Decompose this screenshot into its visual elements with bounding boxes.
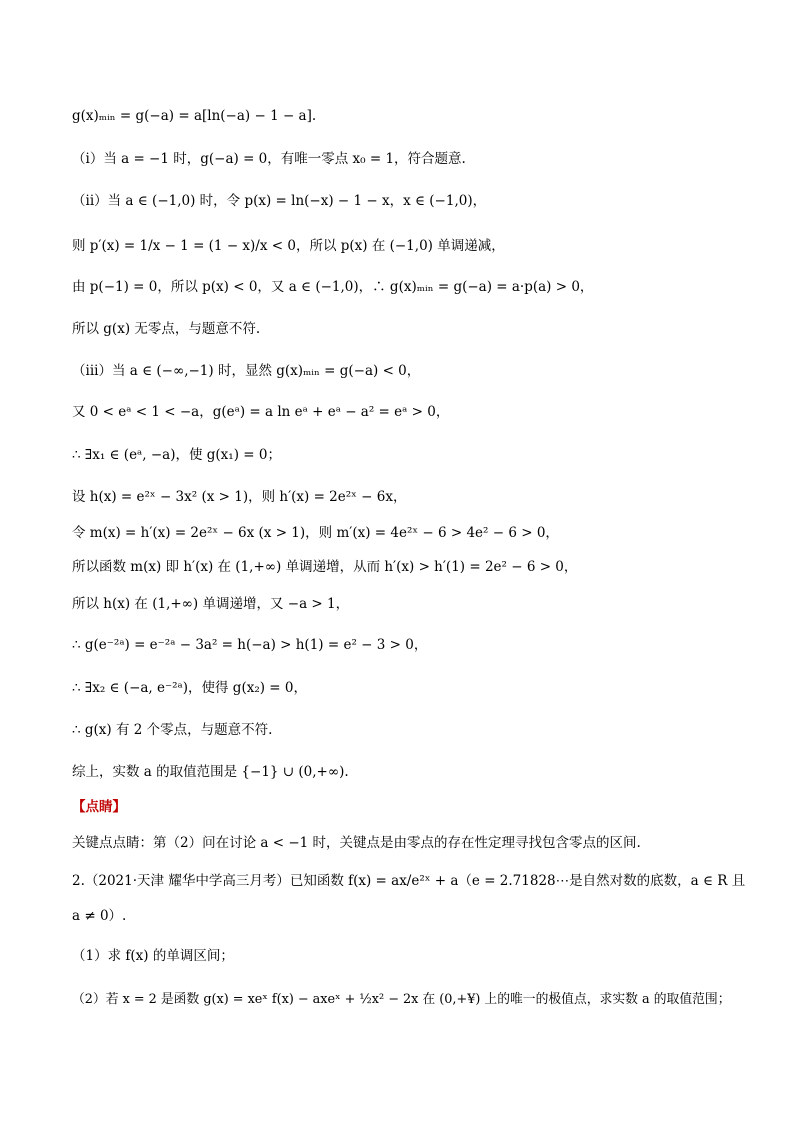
solution-line-6: 所以 g(x) 无零点，与题意不符. bbox=[72, 321, 261, 337]
solution-line-1: g(x)ₘᵢₙ = g(−a) = a[ln(−a) − 1 − a]. bbox=[72, 108, 317, 124]
solution-line-5: 由 p(−1) = 0，所以 p(x) < 0，又 a ∈ (−1,0)，∴ g(x)ₘᵢₙ = g(−a) = a·p(a) > 0， bbox=[72, 279, 594, 295]
solution-line-17: 综上，实数 a 的取值范围是 {−1} ∪ (0,+∞). bbox=[72, 764, 349, 780]
solution-line-7: （iii）当 a ∈ (−∞,−1) 时，显然 g(x)ₘᵢₙ = g(−a) < 0， bbox=[72, 363, 421, 379]
solution-line-15: ∴ ∃x₂ ∈ (−a, e⁻²ᵃ)，使得 g(x₂) = 0， bbox=[72, 680, 307, 696]
solution-line-9: ∴ ∃x₁ ∈ (eᵃ, −a)，使 g(x₁) = 0； bbox=[72, 447, 281, 463]
dianjing-heading: 【点睛】 bbox=[72, 799, 126, 815]
solution-line-8: 又 0 < eᵃ < 1 < −a，g(eᵃ) = a ln eᵃ + eᵃ − a² = eᵃ > 0， bbox=[72, 404, 450, 420]
solution-line-10: 设 h(x) = e²ˣ − 3x² (x > 1)，则 h′(x) = 2e²ˣ − 6x， bbox=[72, 489, 407, 505]
problem2-question-1: （1）求 f(x) 的单调区间； bbox=[72, 948, 234, 964]
solution-line-16: ∴ g(x) 有 2 个零点，与题意不符. bbox=[72, 722, 273, 738]
solution-line-2: （i）当 a = −1 时，g(−a) = 0，有唯一零点 x₀ = 1，符合题意. bbox=[72, 151, 466, 167]
solution-line-12: 所以函数 m(x) 即 h′(x) 在 (1,+∞) 单调递增，从而 h′(x) > h′(1) = 2e² − 6 > 0， bbox=[72, 559, 578, 575]
dianjing-text: 关键点点睛：第（2）问在讨论 a < −1 时，关键点是由零点的存在性定理寻找包含零点的区间. bbox=[72, 835, 641, 851]
solution-line-4: 则 p′(x) = 1/x − 1 = (1 − x)/x < 0，所以 p(x) 在 (−1,0) 单调递减， bbox=[72, 238, 505, 254]
solution-line-14: ∴ g(e⁻²ᵃ) = e⁻²ᵃ − 3a² = h(−a) > h(1) = e² − 3 > 0， bbox=[72, 637, 428, 653]
solution-line-13: 所以 h(x) 在 (1,+∞) 单调递增，又 −a > 1， bbox=[72, 596, 350, 612]
problem2-stem-line1: 2.（2021·天津 耀华中学高三月考）已知函数 f(x) = ax/e²ˣ + a（e = 2.71828⋯是自然对数的底数，a ∈ R 且 bbox=[72, 873, 746, 889]
problem2-question-2: （2）若 x = 2 是函数 g(x) = xeˣ f(x) − axeˣ + ½x² − 2x 在 (0,+¥) 上的唯一的极值点，求实数 a 的取值范围； bbox=[72, 992, 731, 1007]
solution-line-11: 令 m(x) = h′(x) = 2e²ˣ − 6x (x > 1)，则 m′(x) = 4e²ˣ − 6 > 4e² − 6 > 0， bbox=[72, 525, 559, 541]
solution-line-3: （ii）当 a ∈ (−1,0) 时，令 p(x) = ln(−x) − 1 − x，x ∈ (−1,0)， bbox=[72, 193, 487, 209]
problem2-stem-line2: a ≠ 0）. bbox=[72, 908, 127, 924]
